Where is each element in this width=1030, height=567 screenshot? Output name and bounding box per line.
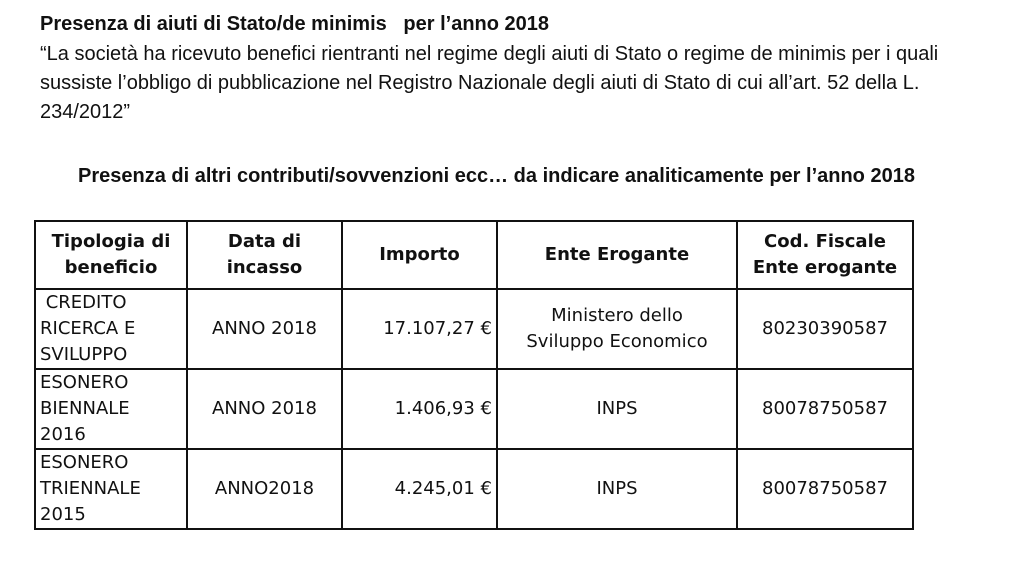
- entity-cell: [497, 449, 737, 529]
- type-line: ESONERO: [40, 372, 129, 393]
- header-tax-code: [737, 221, 913, 289]
- declaration-quote: “La società ha ricevuto benefici rientranti nel regime degli aiuti di Stato o regime de minimis per i quali sussiste l’obbligo di pubblicazione nel Registro Nazionale degli aiuti di Stato di cui all’art. 52 della L. 234/2012”: [40, 43, 939, 123]
- grants-table: [34, 220, 914, 530]
- type-line: BIENNALE: [40, 398, 130, 419]
- entity-line: INPS: [596, 478, 638, 499]
- type-line: 2015: [40, 504, 86, 525]
- header-entity: [497, 221, 737, 289]
- type-cell: [35, 289, 187, 369]
- amount-cell: 1.406,93 €: [342, 369, 497, 449]
- type-line: CREDITO: [40, 292, 127, 313]
- type-line: 2016: [40, 424, 86, 445]
- type-cell: [35, 449, 187, 529]
- table-heading: Presenza di altri contributi/sovvenzioni ecc… da indicare analiticamente per l’anno 2018: [78, 165, 915, 187]
- header-entity-line: Ente Erogante: [544, 244, 690, 265]
- entity-cell: [497, 369, 737, 449]
- entity-cell: [497, 289, 737, 369]
- table-row: [35, 449, 913, 529]
- date-cell: ANNO 2018: [187, 369, 342, 449]
- table-row: [35, 289, 913, 369]
- header-type-line: Tipologia di: [51, 231, 171, 252]
- tax-code-cell: 80078750587: [737, 369, 913, 449]
- type-line: ESONERO: [40, 452, 129, 473]
- tax-code-cell: 80078750587: [737, 449, 913, 529]
- header-date: [187, 221, 342, 289]
- tax-code-cell: 80230390587: [737, 289, 913, 369]
- date-cell: ANNO2018: [187, 449, 342, 529]
- amount-cell: 4.245,01 €: [342, 449, 497, 529]
- table-header-row: [35, 221, 913, 289]
- amount-cell: 17.107,27 €: [342, 289, 497, 369]
- entity-line: Sviluppo Economico: [526, 331, 708, 352]
- table-row: [35, 369, 913, 449]
- type-line: TRIENNALE: [40, 478, 141, 499]
- date-cell: ANNO 2018: [187, 289, 342, 369]
- header-tax-code-line: Ente erogante: [752, 257, 898, 278]
- header-date-line: incasso: [226, 257, 303, 278]
- header-type-line: beneficio: [64, 257, 158, 278]
- header-type: [35, 221, 187, 289]
- entity-line: INPS: [596, 398, 638, 419]
- header-date-line: Data di: [227, 231, 302, 252]
- type-line: SVILUPPO: [40, 344, 128, 365]
- entity-line: Ministero dello: [551, 305, 683, 326]
- type-cell: [35, 369, 187, 449]
- header-amount-line: Importo: [379, 244, 460, 265]
- header-amount: [342, 221, 497, 289]
- section-title: Presenza di aiuti di Stato/de minimis per l’anno 2018: [40, 13, 550, 35]
- type-line: RICERCA E: [40, 318, 136, 339]
- header-tax-code-line: Cod. Fiscale: [764, 231, 886, 252]
